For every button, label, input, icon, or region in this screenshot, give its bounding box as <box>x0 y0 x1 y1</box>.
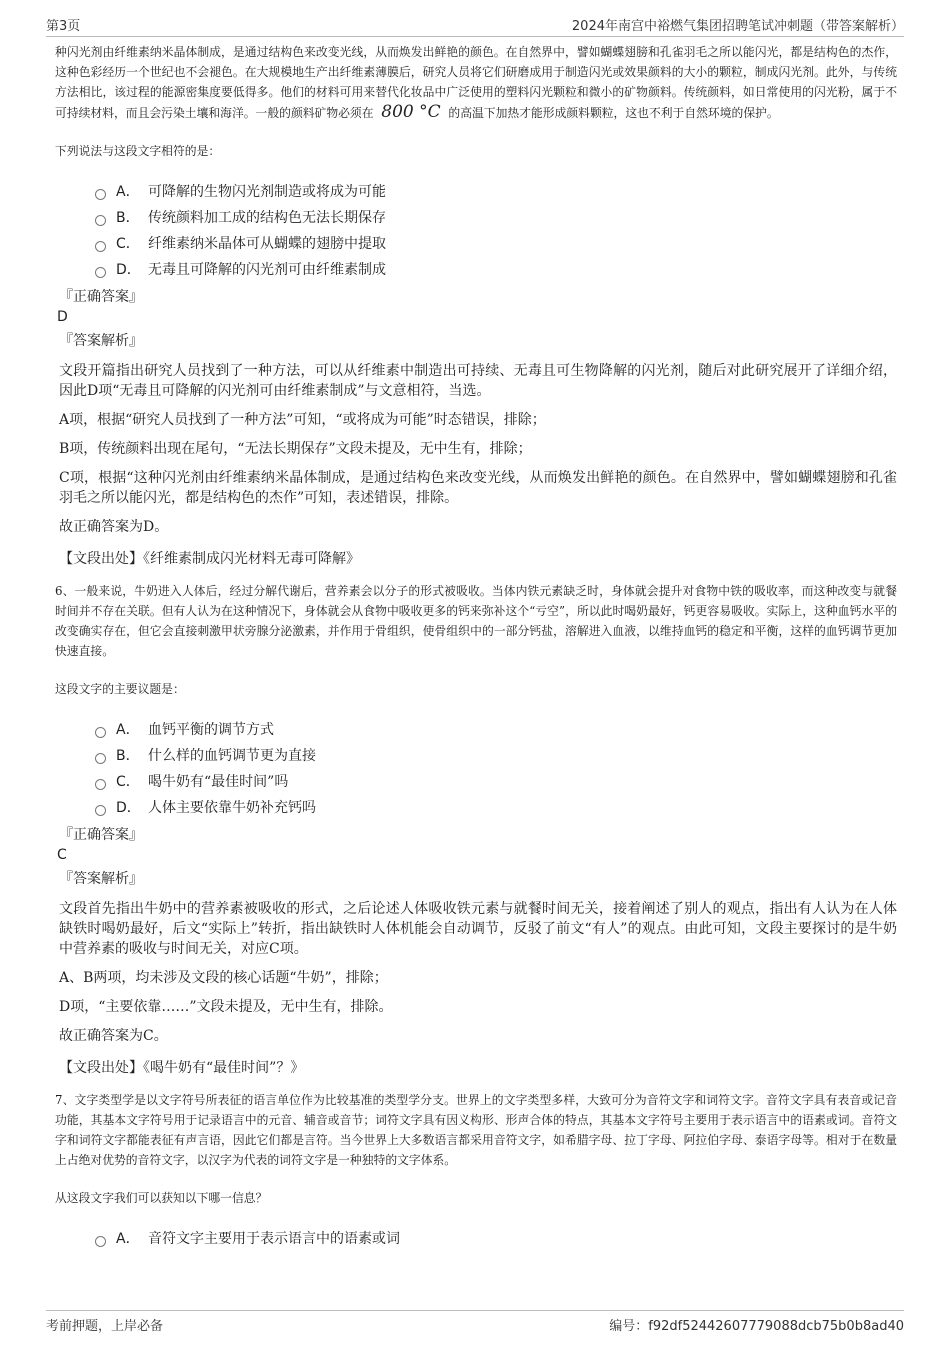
radio-icon[interactable] <box>95 727 106 738</box>
q5-answer: D <box>57 309 68 325</box>
q7-passage: 7、文字类型学是以文字符号所表征的语言单位作为比较基准的类型学分支。世界上的文字类型多样，大致可分为音符文字和词符文字。音符文字具有表音或记音功能，其基本文字符号用于记录语言中的元音、辅音或音节；词符文字具有因义构形、形声合体的特点，其基本文字符号主要用于表示语言中的语素或词。音符文字和词符文字都能表征有声言语，因此它们都是言符。当今世界上大多数语言都采用音符文字，如希腊字母、拉丁字母、阿拉伯字母、泰语字母等。相对于在数量上占绝对优势的音符文字，以汉字为代表的词符文字是一种独特的文字体系。 <box>55 1093 897 1167</box>
q6-source: 【文段出处】《喝牛奶有“最佳时间”？》 <box>59 1060 305 1076</box>
q6-option-b[interactable]: B． 什么样的血钙调节更为直接 <box>95 743 897 769</box>
radio-icon[interactable] <box>95 805 106 816</box>
q6-answer: C <box>57 847 67 863</box>
q6-options <box>95 717 897 821</box>
radio-icon[interactable] <box>95 753 106 764</box>
page-header <box>46 14 904 37</box>
q6-analysis-3: D项，“主要依靠……”文段未提及，无中生有，排除。 <box>59 999 393 1015</box>
q6-answer-label: 『正确答案』 <box>59 827 143 843</box>
page-content <box>55 42 897 1252</box>
footer-slogan: 考前押题，上岸必备 <box>46 1319 164 1334</box>
radio-icon[interactable] <box>95 215 106 226</box>
q5-analysis-4: C项，根据“这种闪光剂由纤维素纳米晶体制成，是通过结构色来改变光线，从而焕发出鲜艳的颜色。在自然界中，譬如蝴蝶翅膀和孔雀羽毛之所以能闪光，都是结构色的杰作”可知，表述错误，排除。 <box>59 470 897 506</box>
radio-icon[interactable] <box>95 267 106 278</box>
q6-option-d[interactable]: D． 人体主要依靠牛奶补充钙吗 <box>95 795 897 821</box>
q6-analysis-4: 故正确答案为C。 <box>59 1028 168 1044</box>
q5-analysis-1: 文段开篇指出研究人员找到了一种方法，可以从纤维素中制造出可持续、无毒且可生物降解的闪光剂，随后对此研究展开了详细介绍，因此D项“无毒且可降解的闪光剂可由纤维素制成”与文意相符，当选。 <box>59 363 897 399</box>
q6-stem: 这段文字的主要议题是： <box>55 682 185 696</box>
q6-passage: 6、一般来说，牛奶进入人体后，经过分解代谢后，营养素会以分子的形式被吸收。当体内铁元素缺乏时，身体就会提升对食物中铁的吸收率，而这种改变与就餐时间并不存在关联。但有人认为在这种情况下，身体就会从食物中吸收更多的钙来弥补这个“亏空”，所以此时喝奶最好，钙更容易吸收。实际上，这种血钙水平的改变确实存在，但它会直接刺激甲状旁腺分泌激素，并作用于骨组织，使骨组织中的一部分钙盐，溶解进入血液，以维持血钙的稳定和平衡，这样的血钙调节更加快速直接。 <box>55 584 897 658</box>
q5-option-a[interactable]: A． 可降解的生物闪光剂制造或将成为可能 <box>95 179 897 205</box>
q5-source: 【文段出处】《纤维素制成闪光材料无毒可降解》 <box>59 551 360 567</box>
q5-passage <box>55 42 897 123</box>
q5-analysis-3: B项，传统颜料出现在尾句，“无法长期保存”文段未提及，无中生有，排除； <box>59 441 532 457</box>
q6-analysis-1: 文段首先指出牛奶中的营养素被吸收的形式，之后论述人体吸收铁元素与就餐时间无关，接着阐述了别人的观点，指出有人认为在人体缺铁时喝奶最好，后文“实际上”转折，指出缺铁时人体机能会自动调节，反驳了前文“有人”的观点。由此可知，文段主要探讨的是牛奶中营养素的吸收与时间无关，对应C项。 <box>59 901 897 957</box>
q5-analysis-label: 『答案解析』 <box>59 333 143 349</box>
q5-temperature: 800 °C <box>381 102 441 122</box>
q5-answer-label: 『正确答案』 <box>59 289 143 305</box>
q6-analysis-label: 『答案解析』 <box>59 871 143 887</box>
radio-icon[interactable] <box>95 779 106 790</box>
page-footer <box>46 1310 904 1335</box>
page-number: 第3页 <box>46 19 81 34</box>
document-id: 编号：f92df52442607779088dcb75b0b8ad40 <box>609 1319 904 1334</box>
q5-option-d[interactable]: D． 无毒且可降解的闪光剂可由纤维素制成 <box>95 257 897 283</box>
q7-stem: 从这段文字我们可以获知以下哪一信息？ <box>55 1191 268 1205</box>
radio-icon[interactable] <box>95 189 106 200</box>
radio-icon[interactable] <box>95 1236 106 1247</box>
q5-analysis-5: 故正确答案为D。 <box>59 519 169 535</box>
q5-passage-part2: 的高温下加热才能形成颜料颗粒，这也不利于自然环境的保护。 <box>448 106 779 120</box>
q7-options <box>95 1226 897 1252</box>
q5-option-c[interactable]: C． 纤维素纳米晶体可从蝴蝶的翅膀中提取 <box>95 231 897 257</box>
document-title: 2024年南宫中裕燃气集团招聘笔试冲刺题（带答案解析） <box>571 19 904 34</box>
q5-options <box>95 179 897 283</box>
q5-analysis-2: A项，根据“研究人员找到了一种方法”可知，“或将成为可能”时态错误，排除； <box>59 412 546 428</box>
q5-option-b[interactable]: B． 传统颜料加工成的结构色无法长期保存 <box>95 205 897 231</box>
radio-icon[interactable] <box>95 241 106 252</box>
q6-option-a[interactable]: A． 血钙平衡的调节方式 <box>95 717 897 743</box>
q7-option-a[interactable]: A． 音符文字主要用于表示语言中的语素或词 <box>95 1226 897 1252</box>
q5-passage-part1: 种闪光剂由纤维素纳米晶体制成，是通过结构色来改变光线，从而焕发出鲜艳的颜色。在自然界中，譬如蝴蝶翅膀和孔雀羽毛之所以能闪光，都是结构色的杰作，这种色彩经历一个世纪也不会褪色。在大规模地生产出纤维素薄膜后，研究人员将它们研磨成用于制造闪光或效果颜料的大小的颗粒，制成闪光剂。此外，与传统方法相比，该过程的能源密集度要低得多。他们的材料可用来替代化妆品中广泛使用的塑料闪光颗粒和微小的矿物颜料。传统颜料，如日常使用的闪光粉，属于不可持续材料，而且会污染土壤和海洋。一般的颜料矿物必须在 <box>55 45 897 120</box>
q6-option-c[interactable]: C． 喝牛奶有“最佳时间”吗 <box>95 769 897 795</box>
q6-analysis-2: A、B两项，均未涉及文段的核心话题“牛奶”，排除； <box>59 970 388 986</box>
q5-stem: 下列说法与这段文字相符的是： <box>55 144 221 158</box>
